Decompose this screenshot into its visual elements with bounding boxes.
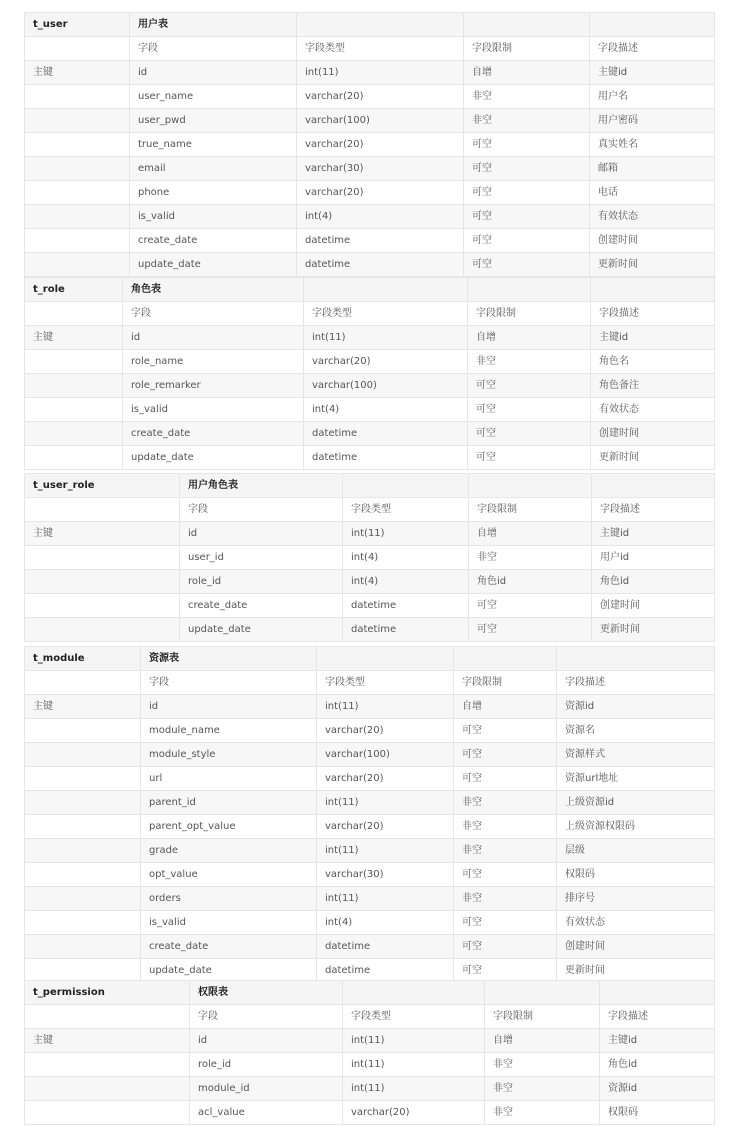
constraint-cell: 非空 bbox=[464, 109, 590, 133]
empty-cell bbox=[25, 498, 180, 522]
description-cell: 更新时间 bbox=[592, 618, 715, 642]
description-cell: 有效状态 bbox=[591, 398, 715, 422]
field-cell: user_name bbox=[130, 85, 297, 109]
type-cell: int(11) bbox=[317, 839, 454, 863]
empty-cell bbox=[25, 671, 141, 695]
constraint-cell: 可空 bbox=[454, 959, 557, 983]
type-cell: varchar(20) bbox=[297, 133, 464, 157]
column-header: 字段类型 bbox=[343, 498, 469, 522]
description-cell: 真实姓名 bbox=[590, 133, 715, 157]
description-cell: 更新时间 bbox=[591, 446, 715, 470]
table-t-role bbox=[24, 277, 715, 470]
type-cell: int(11) bbox=[343, 1029, 485, 1053]
description-cell: 角色备注 bbox=[591, 374, 715, 398]
empty-cell bbox=[25, 37, 130, 61]
table-t-user bbox=[24, 12, 715, 277]
table-row bbox=[25, 570, 715, 594]
empty-cell bbox=[592, 474, 715, 498]
description-cell: 权限码 bbox=[600, 1101, 715, 1125]
description-cell: 电话 bbox=[590, 181, 715, 205]
description-cell: 更新时间 bbox=[557, 959, 715, 983]
table-row bbox=[25, 791, 715, 815]
table-row bbox=[25, 959, 715, 983]
field-cell: opt_value bbox=[141, 863, 317, 887]
key-cell bbox=[25, 815, 141, 839]
constraint-cell: 可空 bbox=[454, 767, 557, 791]
constraint-cell: 可空 bbox=[464, 229, 590, 253]
key-cell bbox=[25, 422, 123, 446]
column-header-row bbox=[25, 302, 715, 326]
table-name: t_module bbox=[25, 647, 141, 671]
key-cell bbox=[25, 743, 141, 767]
type-cell: varchar(100) bbox=[317, 743, 454, 767]
table-t-permission bbox=[24, 980, 715, 1125]
column-header-row bbox=[25, 671, 715, 695]
type-cell: datetime bbox=[317, 959, 454, 983]
key-cell bbox=[25, 1053, 190, 1077]
description-cell: 用户id bbox=[592, 546, 715, 570]
constraint-cell: 非空 bbox=[485, 1053, 600, 1077]
constraint-cell: 可空 bbox=[454, 743, 557, 767]
field-cell: id bbox=[180, 522, 343, 546]
field-cell: create_date bbox=[130, 229, 297, 253]
type-cell: varchar(30) bbox=[317, 863, 454, 887]
field-cell: parent_opt_value bbox=[141, 815, 317, 839]
table-header-row bbox=[25, 13, 715, 37]
column-header: 字段描述 bbox=[557, 671, 715, 695]
constraint-cell: 非空 bbox=[469, 546, 592, 570]
table-row bbox=[25, 422, 715, 446]
type-cell: int(11) bbox=[297, 61, 464, 85]
key-cell bbox=[25, 85, 130, 109]
field-cell: acl_value bbox=[190, 1101, 343, 1125]
table-row bbox=[25, 157, 715, 181]
description-cell: 用户密码 bbox=[590, 109, 715, 133]
description-cell: 邮箱 bbox=[590, 157, 715, 181]
field-cell: parent_id bbox=[141, 791, 317, 815]
type-cell: varchar(20) bbox=[297, 181, 464, 205]
column-header: 字段类型 bbox=[343, 1005, 485, 1029]
constraint-cell: 自增 bbox=[454, 695, 557, 719]
description-cell: 主键id bbox=[591, 326, 715, 350]
constraint-cell: 可空 bbox=[454, 935, 557, 959]
key-cell bbox=[25, 253, 130, 277]
type-cell: datetime bbox=[297, 253, 464, 277]
constraint-cell: 非空 bbox=[454, 839, 557, 863]
table-row bbox=[25, 887, 715, 911]
table-header-row bbox=[25, 981, 715, 1005]
field-cell: role_remarker bbox=[123, 374, 304, 398]
column-header-row bbox=[25, 498, 715, 522]
table-row bbox=[25, 719, 715, 743]
key-cell bbox=[25, 618, 180, 642]
column-header: 字段描述 bbox=[590, 37, 715, 61]
table-row bbox=[25, 522, 715, 546]
description-cell: 创建时间 bbox=[590, 229, 715, 253]
table-description: 用户角色表 bbox=[180, 474, 343, 498]
key-cell bbox=[25, 350, 123, 374]
constraint-cell: 非空 bbox=[468, 350, 591, 374]
empty-cell bbox=[317, 647, 454, 671]
field-cell: create_date bbox=[123, 422, 304, 446]
table-row bbox=[25, 326, 715, 350]
key-cell bbox=[25, 109, 130, 133]
key-cell bbox=[25, 205, 130, 229]
key-cell: 主键 bbox=[25, 695, 141, 719]
type-cell: varchar(20) bbox=[317, 719, 454, 743]
field-cell: role_id bbox=[190, 1053, 343, 1077]
description-cell: 主键id bbox=[590, 61, 715, 85]
key-cell bbox=[25, 570, 180, 594]
type-cell: int(4) bbox=[304, 398, 468, 422]
table-row bbox=[25, 181, 715, 205]
description-cell: 创建时间 bbox=[592, 594, 715, 618]
description-cell: 创建时间 bbox=[557, 935, 715, 959]
constraint-cell: 可空 bbox=[469, 594, 592, 618]
type-cell: int(11) bbox=[343, 1053, 485, 1077]
table-row bbox=[25, 743, 715, 767]
column-header: 字段描述 bbox=[591, 302, 715, 326]
table-name: t_user_role bbox=[25, 474, 180, 498]
empty-cell bbox=[464, 13, 590, 37]
field-cell: role_id bbox=[180, 570, 343, 594]
key-cell bbox=[25, 767, 141, 791]
field-cell: module_id bbox=[190, 1077, 343, 1101]
description-cell: 资源url地址 bbox=[557, 767, 715, 791]
key-cell bbox=[25, 546, 180, 570]
column-header: 字段限制 bbox=[464, 37, 590, 61]
constraint-cell: 可空 bbox=[454, 719, 557, 743]
field-cell: orders bbox=[141, 887, 317, 911]
key-cell bbox=[25, 446, 123, 470]
constraint-cell: 可空 bbox=[464, 157, 590, 181]
empty-cell bbox=[590, 13, 715, 37]
column-header: 字段 bbox=[141, 671, 317, 695]
type-cell: int(11) bbox=[317, 887, 454, 911]
constraint-cell: 可空 bbox=[464, 253, 590, 277]
constraint-cell: 自增 bbox=[464, 61, 590, 85]
table-row bbox=[25, 398, 715, 422]
key-cell: 主键 bbox=[25, 326, 123, 350]
field-cell: id bbox=[130, 61, 297, 85]
description-cell: 创建时间 bbox=[591, 422, 715, 446]
constraint-cell: 可空 bbox=[469, 618, 592, 642]
table-row bbox=[25, 618, 715, 642]
field-cell: module_style bbox=[141, 743, 317, 767]
empty-cell bbox=[25, 302, 123, 326]
description-cell: 层级 bbox=[557, 839, 715, 863]
constraint-cell: 自增 bbox=[468, 326, 591, 350]
table-name: t_permission bbox=[25, 981, 190, 1005]
field-cell: update_date bbox=[130, 253, 297, 277]
empty-cell bbox=[454, 647, 557, 671]
empty-cell bbox=[468, 278, 591, 302]
column-header-row bbox=[25, 37, 715, 61]
type-cell: varchar(20) bbox=[343, 1101, 485, 1125]
type-cell: int(4) bbox=[297, 205, 464, 229]
constraint-cell: 自增 bbox=[469, 522, 592, 546]
table-row bbox=[25, 350, 715, 374]
description-cell: 权限码 bbox=[557, 863, 715, 887]
type-cell: varchar(100) bbox=[304, 374, 468, 398]
type-cell: varchar(20) bbox=[297, 85, 464, 109]
table-row bbox=[25, 594, 715, 618]
key-cell bbox=[25, 791, 141, 815]
table-row bbox=[25, 546, 715, 570]
description-cell: 资源样式 bbox=[557, 743, 715, 767]
empty-cell bbox=[25, 1005, 190, 1029]
empty-cell bbox=[600, 981, 715, 1005]
description-cell: 角色id bbox=[600, 1053, 715, 1077]
constraint-cell: 非空 bbox=[485, 1101, 600, 1125]
key-cell: 主键 bbox=[25, 522, 180, 546]
description-cell: 更新时间 bbox=[590, 253, 715, 277]
table-description: 角色表 bbox=[123, 278, 304, 302]
constraint-cell: 非空 bbox=[454, 791, 557, 815]
column-header: 字段类型 bbox=[297, 37, 464, 61]
table-row bbox=[25, 935, 715, 959]
table-header-row bbox=[25, 647, 715, 671]
type-cell: int(11) bbox=[343, 1077, 485, 1101]
type-cell: int(11) bbox=[343, 522, 469, 546]
type-cell: varchar(20) bbox=[317, 767, 454, 791]
table-description: 用户表 bbox=[130, 13, 297, 37]
column-header: 字段限制 bbox=[469, 498, 592, 522]
type-cell: int(11) bbox=[317, 791, 454, 815]
table-description: 权限表 bbox=[190, 981, 343, 1005]
key-cell bbox=[25, 935, 141, 959]
field-cell: is_valid bbox=[123, 398, 304, 422]
column-header: 字段类型 bbox=[317, 671, 454, 695]
column-header: 字段限制 bbox=[485, 1005, 600, 1029]
table-header-row bbox=[25, 278, 715, 302]
description-cell: 排序号 bbox=[557, 887, 715, 911]
key-cell bbox=[25, 157, 130, 181]
table-row bbox=[25, 61, 715, 85]
column-header: 字段类型 bbox=[304, 302, 468, 326]
field-cell: role_name bbox=[123, 350, 304, 374]
type-cell: varchar(30) bbox=[297, 157, 464, 181]
table-row bbox=[25, 1053, 715, 1077]
table-description: 资源表 bbox=[141, 647, 317, 671]
key-cell bbox=[25, 181, 130, 205]
table-row bbox=[25, 205, 715, 229]
type-cell: datetime bbox=[304, 422, 468, 446]
field-cell: email bbox=[130, 157, 297, 181]
table-row bbox=[25, 815, 715, 839]
description-cell: 有效状态 bbox=[557, 911, 715, 935]
key-cell bbox=[25, 719, 141, 743]
type-cell: int(11) bbox=[317, 695, 454, 719]
table-name: t_user bbox=[25, 13, 130, 37]
type-cell: int(4) bbox=[343, 570, 469, 594]
key-cell bbox=[25, 133, 130, 157]
field-cell: create_date bbox=[180, 594, 343, 618]
constraint-cell: 非空 bbox=[454, 815, 557, 839]
table-row bbox=[25, 839, 715, 863]
constraint-cell: 可空 bbox=[468, 374, 591, 398]
constraint-cell: 可空 bbox=[464, 181, 590, 205]
key-cell bbox=[25, 911, 141, 935]
column-header: 字段 bbox=[180, 498, 343, 522]
description-cell: 上级资源id bbox=[557, 791, 715, 815]
key-cell bbox=[25, 229, 130, 253]
empty-cell bbox=[485, 981, 600, 1005]
type-cell: datetime bbox=[317, 935, 454, 959]
key-cell bbox=[25, 887, 141, 911]
constraint-cell: 可空 bbox=[468, 398, 591, 422]
type-cell: varchar(100) bbox=[297, 109, 464, 133]
column-header: 字段描述 bbox=[600, 1005, 715, 1029]
field-cell: user_pwd bbox=[130, 109, 297, 133]
empty-cell bbox=[343, 474, 469, 498]
type-cell: int(4) bbox=[343, 546, 469, 570]
description-cell: 资源名 bbox=[557, 719, 715, 743]
table-row bbox=[25, 911, 715, 935]
key-cell bbox=[25, 959, 141, 983]
key-cell bbox=[25, 398, 123, 422]
column-header: 字段描述 bbox=[592, 498, 715, 522]
table-header-row bbox=[25, 474, 715, 498]
field-cell: create_date bbox=[141, 935, 317, 959]
key-cell bbox=[25, 1101, 190, 1125]
table-row bbox=[25, 85, 715, 109]
field-cell: update_date bbox=[141, 959, 317, 983]
constraint-cell: 可空 bbox=[464, 205, 590, 229]
empty-cell bbox=[304, 278, 468, 302]
field-cell: id bbox=[141, 695, 317, 719]
key-cell bbox=[25, 839, 141, 863]
type-cell: datetime bbox=[343, 594, 469, 618]
column-header: 字段 bbox=[190, 1005, 343, 1029]
constraint-cell: 可空 bbox=[454, 863, 557, 887]
field-cell: update_date bbox=[180, 618, 343, 642]
field-cell: user_id bbox=[180, 546, 343, 570]
key-cell bbox=[25, 1077, 190, 1101]
key-cell: 主键 bbox=[25, 61, 130, 85]
description-cell: 资源id bbox=[600, 1077, 715, 1101]
field-cell: id bbox=[123, 326, 304, 350]
constraint-cell: 角色id bbox=[469, 570, 592, 594]
type-cell: int(11) bbox=[304, 326, 468, 350]
table-t-user-role bbox=[24, 473, 715, 642]
table-row bbox=[25, 1077, 715, 1101]
empty-cell bbox=[557, 647, 715, 671]
type-cell: datetime bbox=[343, 618, 469, 642]
constraint-cell: 可空 bbox=[468, 446, 591, 470]
constraint-cell: 非空 bbox=[454, 887, 557, 911]
empty-cell bbox=[343, 981, 485, 1005]
type-cell: datetime bbox=[297, 229, 464, 253]
type-cell: int(4) bbox=[317, 911, 454, 935]
table-row bbox=[25, 253, 715, 277]
table-row bbox=[25, 446, 715, 470]
table-row bbox=[25, 133, 715, 157]
empty-cell bbox=[591, 278, 715, 302]
field-cell: true_name bbox=[130, 133, 297, 157]
empty-cell bbox=[297, 13, 464, 37]
key-cell bbox=[25, 863, 141, 887]
field-cell: module_name bbox=[141, 719, 317, 743]
field-cell: url bbox=[141, 767, 317, 791]
description-cell: 资源id bbox=[557, 695, 715, 719]
description-cell: 角色id bbox=[592, 570, 715, 594]
table-row bbox=[25, 1101, 715, 1125]
table-row bbox=[25, 374, 715, 398]
table-row bbox=[25, 1029, 715, 1053]
field-cell: phone bbox=[130, 181, 297, 205]
constraint-cell: 非空 bbox=[485, 1077, 600, 1101]
type-cell: varchar(20) bbox=[304, 350, 468, 374]
constraint-cell: 可空 bbox=[468, 422, 591, 446]
constraint-cell: 自增 bbox=[485, 1029, 600, 1053]
type-cell: datetime bbox=[304, 446, 468, 470]
field-cell: grade bbox=[141, 839, 317, 863]
field-cell: id bbox=[190, 1029, 343, 1053]
table-name: t_role bbox=[25, 278, 123, 302]
table-t-module bbox=[24, 646, 715, 983]
field-cell: is_valid bbox=[141, 911, 317, 935]
field-cell: update_date bbox=[123, 446, 304, 470]
description-cell: 角色名 bbox=[591, 350, 715, 374]
description-cell: 上级资源权限码 bbox=[557, 815, 715, 839]
table-row bbox=[25, 767, 715, 791]
constraint-cell: 可空 bbox=[454, 911, 557, 935]
constraint-cell: 可空 bbox=[464, 133, 590, 157]
table-row bbox=[25, 109, 715, 133]
column-header-row bbox=[25, 1005, 715, 1029]
constraint-cell: 非空 bbox=[464, 85, 590, 109]
field-cell: is_valid bbox=[130, 205, 297, 229]
column-header: 字段 bbox=[130, 37, 297, 61]
key-cell bbox=[25, 374, 123, 398]
table-row bbox=[25, 229, 715, 253]
key-cell bbox=[25, 594, 180, 618]
description-cell: 用户名 bbox=[590, 85, 715, 109]
table-row bbox=[25, 695, 715, 719]
key-cell: 主键 bbox=[25, 1029, 190, 1053]
description-cell: 有效状态 bbox=[590, 205, 715, 229]
column-header: 字段 bbox=[123, 302, 304, 326]
description-cell: 主键id bbox=[600, 1029, 715, 1053]
column-header: 字段限制 bbox=[454, 671, 557, 695]
table-row bbox=[25, 863, 715, 887]
type-cell: varchar(20) bbox=[317, 815, 454, 839]
empty-cell bbox=[469, 474, 592, 498]
description-cell: 主键id bbox=[592, 522, 715, 546]
column-header: 字段限制 bbox=[468, 302, 591, 326]
